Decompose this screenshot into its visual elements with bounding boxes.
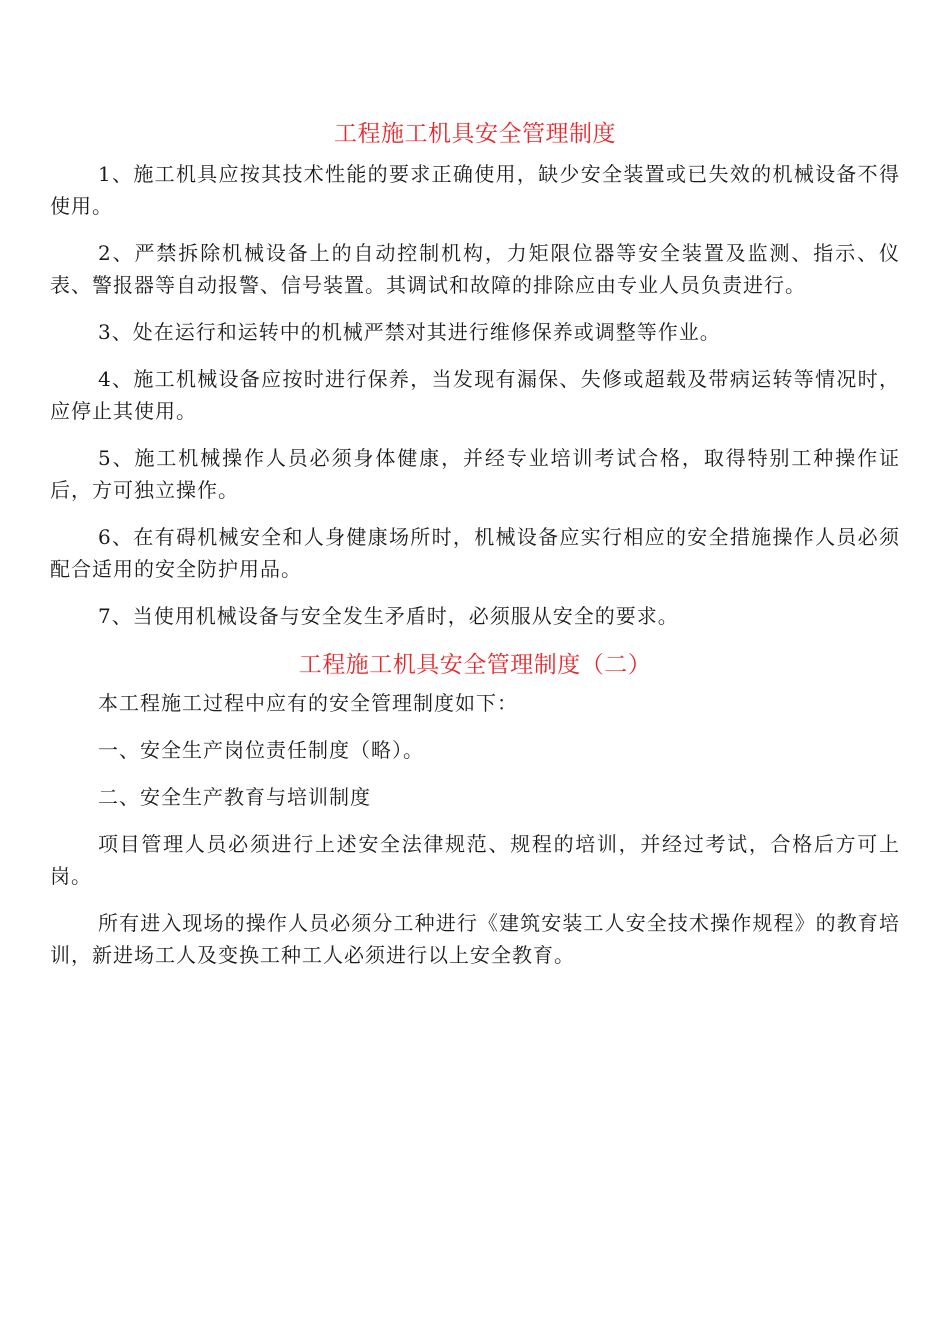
paragraph: 2、严禁拆除机械设备上的自动控制机构，力矩限位器等安全装置及监测、指示、仪表、警报器等自动报警、信号装置。其调试和故障的排除应由专业人员负责进行。 <box>50 241 900 297</box>
paragraph: 5、施工机械操作人员必须身体健康，并经专业培训考试合格，取得特别工种操作证后，方可独立操作。 <box>50 446 900 502</box>
paragraph: 本工程施工过程中应有的安全管理制度如下： <box>98 691 518 715</box>
section-2 <box>50 643 900 971</box>
document-page <box>50 112 900 971</box>
paragraph: 4、施工机械设备应按时进行保养，当发现有漏保、失修或超载及带病运转等情况时，应停止其使用。 <box>50 367 900 423</box>
paragraph: 所有进入现场的操作人员必须分工种进行《建筑安装工人安全技术操作规程》的教育培训，新进场工人及变换工种工人必须进行以上安全教育。 <box>50 911 900 967</box>
document-title: 工程施工机具安全管理制度 <box>334 121 616 147</box>
paragraph: 3、处在运行和运转中的机械严禁对其进行维修保养或调整等作业。 <box>98 320 721 344</box>
paragraph: 1、施工机具应按其技术性能的要求正确使用，缺少安全装置或已失效的机械设备不得使用。 <box>50 162 900 218</box>
paragraph: 二、安全生产教育与培训制度 <box>98 785 371 809</box>
paragraph: 一、安全生产岗位责任制度（略）。 <box>98 738 424 762</box>
paragraph: 7、当使用机械设备与安全发生矛盾时，必须服从安全的要求。 <box>98 604 679 628</box>
section-2-title: 工程施工机具安全管理制度（二） <box>298 652 652 678</box>
paragraph: 项目管理人员必须进行上述安全法律规范、规程的培训，并经过考试，合格后方可上岗。 <box>50 832 900 888</box>
paragraph: 6、在有碍机械安全和人身健康场所时，机械设备应实行相应的安全措施操作人员必须配合适用的安全防护用品。 <box>50 525 900 581</box>
section-1-body <box>50 158 900 632</box>
